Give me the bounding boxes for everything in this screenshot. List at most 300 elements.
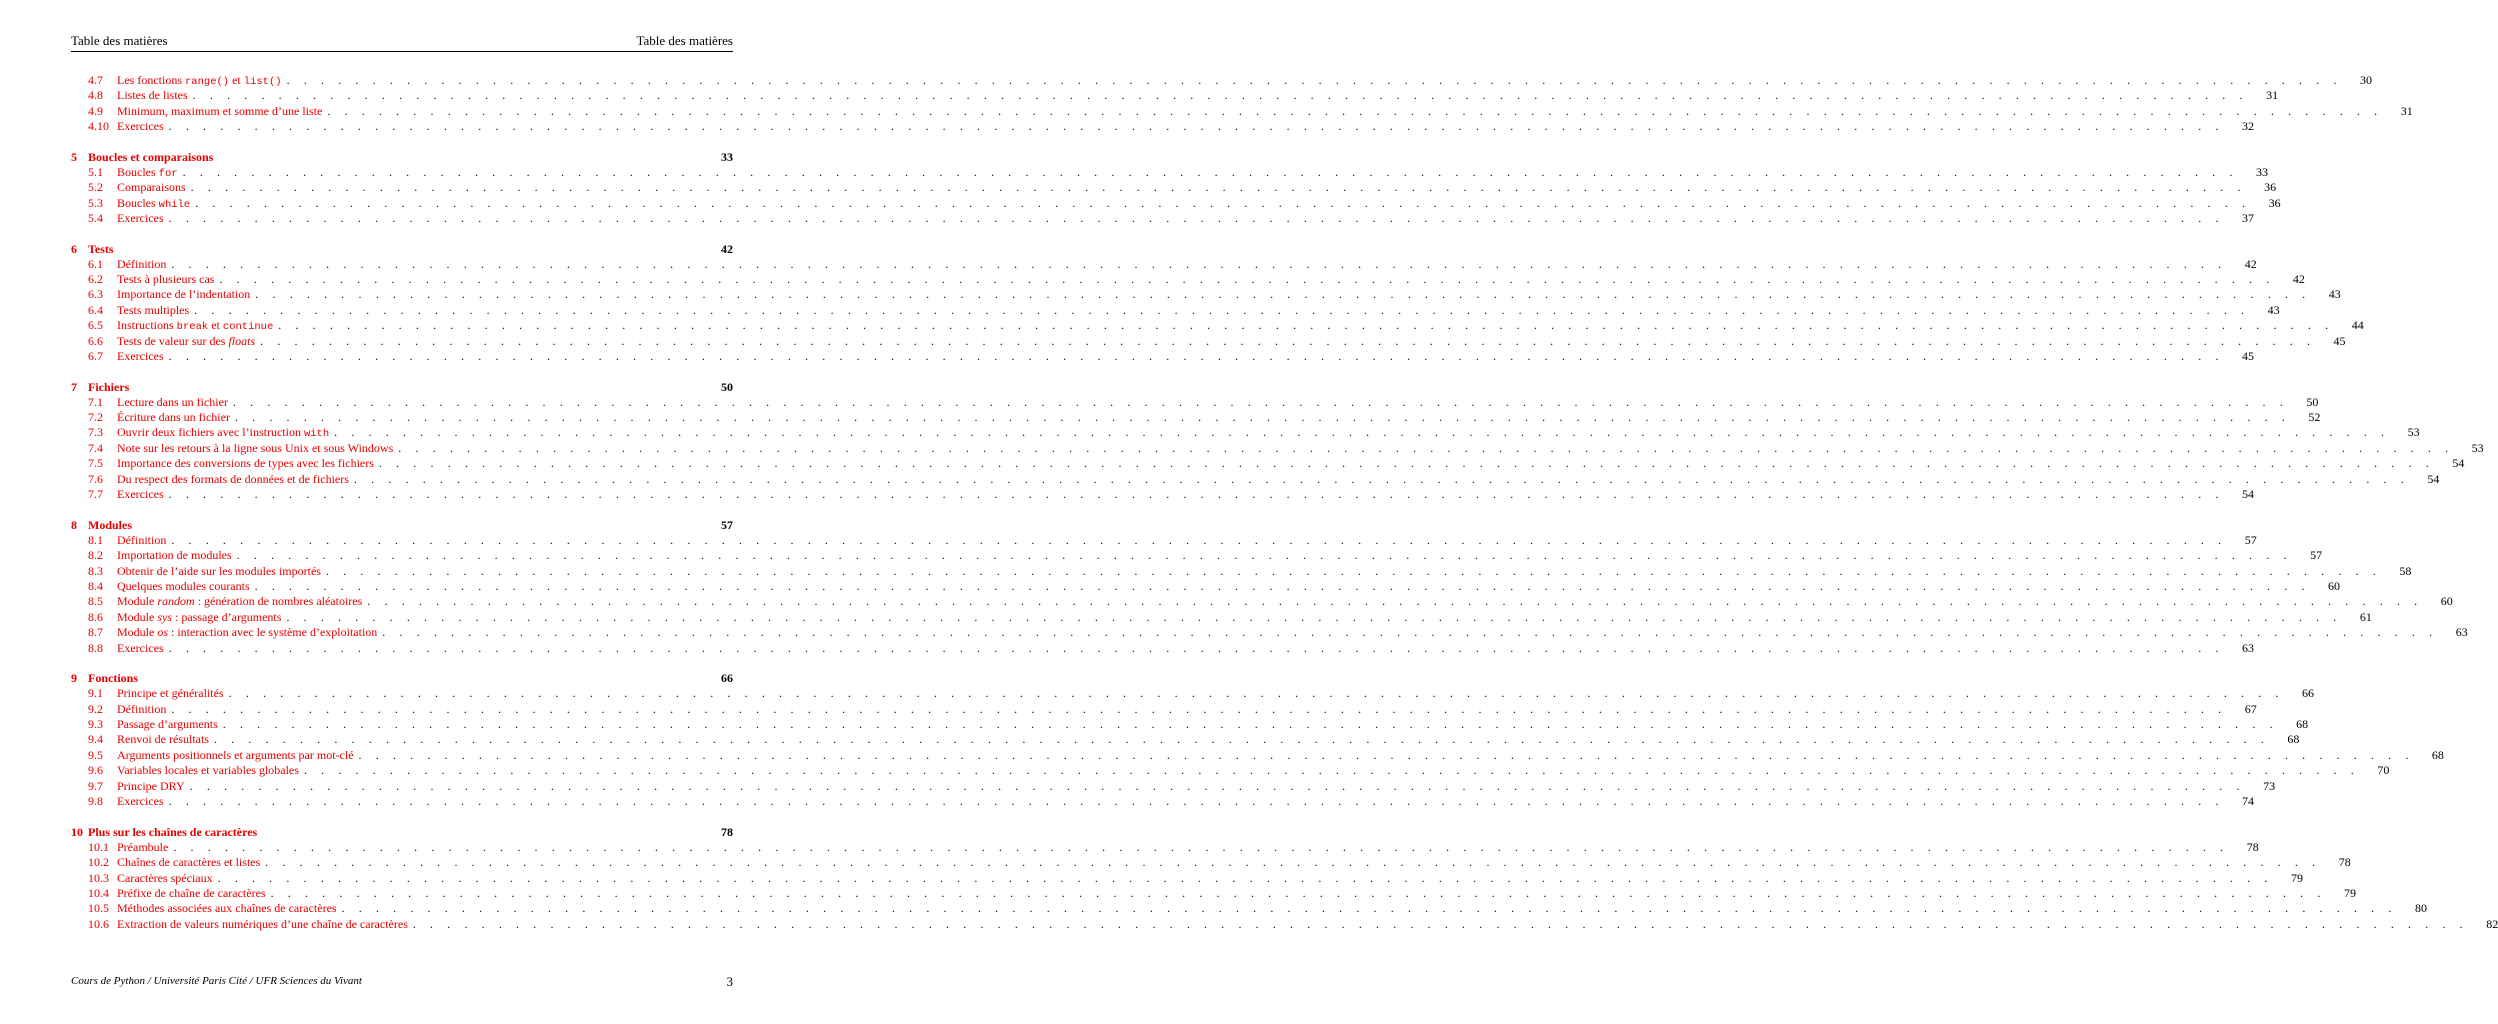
entry-page: 80 xyxy=(2414,901,2427,916)
title-fragment: et xyxy=(208,318,223,333)
entry-page: 45 xyxy=(2242,349,2255,364)
toc-entry[interactable] xyxy=(71,578,2341,594)
toc-entry[interactable] xyxy=(71,701,2257,717)
toc-entry[interactable] xyxy=(71,287,2341,302)
section-title[interactable]: Fichiers xyxy=(88,379,130,394)
entry-title[interactable] xyxy=(117,211,164,226)
toc-entry[interactable] xyxy=(71,625,2468,640)
entry-page: 36 xyxy=(2268,195,2281,210)
entry-title[interactable] xyxy=(117,763,299,778)
toc-entry[interactable] xyxy=(71,211,2255,226)
entry-title[interactable] xyxy=(117,548,232,563)
dot-leaders: . . . . . . . . . . . . . . . . . . . . . . . . . . . . . . . . . . . . . . . . . . . . . . . . . . . . . . . . . . . . . . . . . . . . . . . . . . . . . . . . . . . . . . . . . . . . . . . . . . . . . . . . . . . . . . . . . . . . . . . . xyxy=(378,456,2435,471)
dot-leaders: . . . . . . . . . . . . . . . . . . . . . . . . . . . . . . . . . . . . . . . . . . . . . . . . . . . . . . . . . . . . . . . . . . . . . . . . . . . . . . . . . . . . . . . . . . . . . . . . . . . . . . . . . . . . . . . . . . . . . . . . xyxy=(412,916,2469,931)
entry-title[interactable] xyxy=(117,272,214,287)
toc-entry[interactable] xyxy=(71,594,2453,609)
entry-title[interactable] xyxy=(117,901,337,916)
entry-page: 37 xyxy=(2242,211,2255,226)
section-title[interactable]: Fonctions xyxy=(88,671,139,686)
dot-leaders: . . . . . . . . . . . . . . . . . . . . . . . . . . . . . . . . . . . . . . . . . . . . . . . . . . . . . . . . . . . . . . . . . . . . . . . . . . . . . . . . . . . . . . . . . . . . . . . . . . . . . . . . . . . . . . . . . . . . . . . . xyxy=(260,333,2316,348)
dot-leaders: . . . . . . . . . . . . . . . . . . . . . . . . . . . . . . . . . . . . . . . . . . . . . . . . . . . . . . . . . . . . . . . . . . . . . . . . . . . . . . . . . . . . . . . . . . . . . . . . . . . . . . . . . . . . . . . . . . . . . . . . xyxy=(358,747,2414,762)
section-page: 57 xyxy=(721,517,733,532)
title-fragment: Principe DRY xyxy=(117,778,185,793)
dot-leaders: . . . . . . . . . . . . . . . . . . . . . . . . . . . . . . . . . . . . . . . . . . . . . . . . . . . . . . . . . . . . . . . . . . . . . . . . . . . . . . . . . . . . . . . . . . . . . . . . . . . . . . . . . . . . . . . . . . . . . . . . xyxy=(168,487,2225,502)
entry-number: 7.2 xyxy=(88,410,103,424)
title-fragment: : interaction avec le système d’exploitation xyxy=(168,625,378,640)
entry-title[interactable] xyxy=(117,303,189,318)
dot-leaders: . . . . . . . . . . . . . . . . . . . . . . . . . . . . . . . . . . . . . . . . . . . . . . . . . . . . . . . . . . . . . . . . . . . . . . . . . . . . . . . . . . . . . . . . . . . . . . . . . . . . . . . . . . . . . . . . . . . . . . . . xyxy=(286,609,2342,624)
toc-section[interactable] xyxy=(71,824,733,840)
toc-entry[interactable] xyxy=(71,548,2323,563)
entry-page: 31 xyxy=(2400,103,2413,118)
entry-title[interactable] xyxy=(117,871,213,886)
entry-page: 60 xyxy=(2328,578,2341,593)
entry-title[interactable] xyxy=(117,441,393,456)
entry-number: 10.5 xyxy=(88,901,109,916)
dot-leaders: . . . . . . . . . . . . . . . . . . . . . . . . . . . . . . . . . . . . . . . . . . . . . . . . . . . . . . . . . . . . . . . . . . . . . . . . . . . . . . . . . . . . . . . . . . . . . . . . . . . . . . . . . . . . . . . . . . . . . . . . xyxy=(353,471,2410,486)
title-fragment: Instructions xyxy=(117,318,177,333)
title-fragment: Exercices xyxy=(117,487,164,502)
dot-leaders: . . . . . . . . . . . . . . . . . . . . . . . . . . . . . . . . . . . . . . . . . . . . . . . . . . . . . . . . . . . . . . . . . . . . . . . . . . . . . . . . . . . . . . . . . . . . . . . . . . . . . . . . . . . . . . . . . . . . . . . . xyxy=(217,870,2274,885)
title-fragment: Écriture dans un fichier xyxy=(117,410,230,424)
title-fragment: Module xyxy=(117,609,158,624)
title-fragment: Importance des conversions de types avec les fichiers xyxy=(117,456,374,471)
code-fragment: while xyxy=(158,198,191,211)
entry-title[interactable] xyxy=(117,88,188,103)
title-fragment: Exercices xyxy=(117,794,164,809)
entry-number: 8.3 xyxy=(88,563,103,578)
entry-number: 5.3 xyxy=(88,195,103,210)
title-fragment: Boucles xyxy=(117,195,159,210)
toc-entry[interactable] xyxy=(71,302,2280,318)
toc-entry[interactable] xyxy=(71,901,2427,916)
dot-leaders: . . . . . . . . . . . . . . . . . . . . . . . . . . . . . . . . . . . . . . . . . . . . . . . . . . . . . . . . . . . . . . . . . . . . . . . . . . . . . . . . . . . . . . . . . . . . . . . . . . . . . . . . . . . . . . . . . . . . . . . . xyxy=(255,287,2311,302)
title-fragment: Importance de l’indentation xyxy=(117,287,251,302)
toc-section[interactable] xyxy=(71,670,733,686)
toc-section[interactable] xyxy=(71,379,733,395)
entry-page: 79 xyxy=(2343,885,2356,900)
entry-number: 6.4 xyxy=(88,302,103,317)
entry-page: 30 xyxy=(2360,73,2372,87)
toc-entry[interactable] xyxy=(71,839,2259,855)
dot-leaders: . . . . . . . . . . . . . . . . . . . . . . . . . . . . . . . . . . . . . . . . . . . . . . . . . . . . . . . . . . . . . . . . . . . . . . . . . . . . . . . . . . . . . . . . . . . . . . . . . . . . . . . . . . . . . . . . . . . . . . . . xyxy=(334,425,2390,440)
title-fragment: Exercices xyxy=(117,211,164,226)
title-fragment: : passage d’arguments xyxy=(172,609,282,624)
entry-title[interactable] xyxy=(117,180,186,195)
title-fragment: Renvoi de résultats xyxy=(117,732,209,747)
toc-entry[interactable] xyxy=(71,563,2412,579)
entry-title[interactable] xyxy=(117,686,224,701)
entry-page: 42 xyxy=(2292,271,2305,286)
dot-leaders: . . . . . . . . . . . . . . . . . . . . . . . . . . . . . . . . . . . . . . . . . . . . . . . . . . . . . . . . . . . . . . . . . . . . . . . . . . . . . . . . . . . . . . . . . . . . . . . . . . . . . . . . . . . . . . . . . . . . . . . . xyxy=(382,625,2438,640)
entry-number: 8.8 xyxy=(88,640,103,655)
entry-title[interactable] xyxy=(117,395,228,410)
dot-leaders: . . . . . . . . . . . . . . . . . . . . . . . . . . . . . . . . . . . . . . . . . . . . . . . . . . . . . . . . . . . . . . . . . . . . . . . . . . . . . . . . . . . . . . . . . . . . . . . . . . . . . . . . . . . . . . . . . . . . . . . . xyxy=(232,394,2289,409)
entry-number: 6.1 xyxy=(88,256,103,271)
title-fragment: Méthodes associées aux chaînes de caractères xyxy=(117,901,337,916)
entry-number: 4.10 xyxy=(88,119,109,134)
code-fragment: continue xyxy=(222,321,274,334)
entry-number: 6.2 xyxy=(88,271,103,286)
entry-number: 7.3 xyxy=(88,425,103,440)
entry-number: 8.4 xyxy=(88,578,103,593)
entry-page: 32 xyxy=(2242,119,2255,134)
entry-page: 78 xyxy=(2246,839,2259,854)
dot-leaders: . . . . . . . . . . . . . . . . . . . . . . . . . . . . . . . . . . . . . . . . . . . . . . . . . . . . . . . . . . . . . . . . . . . . . . . . . . . . . . . . . . . . . . . . . . . . . . . . . . . . . . . . . . . . . . . . . . . . . . . . xyxy=(195,195,2251,210)
dot-leaders: . . . . . . . . . . . . . . . . . . . . . . . . . . . . . . . . . . . . . . . . . . . . . . . . . . . . . . . . . . . . . . . . . . . . . . . . . . . . . . . . . . . . . . . . . . . . . . . . . . . . . . . . . . . . . . . . . . . . . . . . xyxy=(194,302,2250,317)
code-fragment: break xyxy=(176,321,209,334)
title-fragment: Caractères spéciaux xyxy=(117,870,213,885)
dot-leaders: . . . . . . . . . . . . . . . . . . . . . . . . . . . . . . . . . . . . . . . . . . . . . . . . . . . . . . . . . . . . . . . . . . . . . . . . . . . . . . . . . . . . . . . . . . . . . . . . . . . . . . . . . . . . . . . . . . . . . . . . xyxy=(171,256,2227,271)
entry-number: 8.7 xyxy=(88,625,103,640)
title-fragment: Obtenir de l’aide sur les modules importés xyxy=(117,563,321,578)
section-block xyxy=(71,241,2364,365)
entry-page: 52 xyxy=(2308,410,2321,424)
entry-number: 10.4 xyxy=(88,885,109,900)
entry-title[interactable] xyxy=(117,717,218,732)
italic-fragment: random xyxy=(157,594,195,609)
dot-leaders: . . . . . . . . . . . . . . . . . . . . . . . . . . . . . . . . . . . . . . . . . . . . . . . . . . . . . . . . . . . . . . . . . . . . . . . . . . . . . . . . . . . . . . . . . . . . . . . . . . . . . . . . . . . . . . . . . . . . . . . . xyxy=(327,103,2383,118)
page-number: 3 xyxy=(726,974,733,989)
entry-title[interactable] xyxy=(117,840,168,855)
title-fragment: Exercices xyxy=(117,349,164,364)
toc-entry[interactable] xyxy=(71,885,2356,901)
dot-leaders: . . . . . . . . . . . . . . . . . . . . . . . . . . . . . . . . . . . . . . . . . . . . . . . . . . . . . . . . . . . . . . . . . . . . . . . . . . . . . . . . . . . . . . . . . . . . . . . . . . . . . . . . . . . . . . . . . . . . . . . . xyxy=(192,88,2249,103)
title-fragment: Chaînes de caractères et listes xyxy=(117,855,261,870)
section-number: 10 xyxy=(71,824,83,839)
entry-number: 6.3 xyxy=(88,287,103,302)
dot-leaders: . . . . . . . . . . . . . . . . . . . . . . . . . . . . . . . . . . . . . . . . . . . . . . . . . . . . . . . . . . . . . . . . . . . . . . . . . . . . . . . . . . . . . . . . . . . . . . . . . . . . . . . . . . . . . . . . . . . . . . . . xyxy=(168,640,2225,655)
title-fragment: Exercices xyxy=(117,119,164,134)
title-fragment: Définition xyxy=(117,532,167,547)
entry-page: 54 xyxy=(2427,471,2440,486)
entry-number: 10.2 xyxy=(88,855,109,870)
entry-title[interactable] xyxy=(117,564,321,579)
entry-number: 9.8 xyxy=(88,794,103,809)
entry-title[interactable] xyxy=(117,641,164,656)
toc-entry[interactable] xyxy=(71,333,2346,349)
entry-number: 9.1 xyxy=(88,686,103,701)
entry-page: 54 xyxy=(2242,487,2255,502)
title-fragment: Ouvrir deux fichiers avec l’instruction xyxy=(117,425,304,440)
toc-entry[interactable] xyxy=(71,318,2364,334)
entry-page: 60 xyxy=(2440,594,2453,609)
entry-number: 7.5 xyxy=(88,456,103,471)
dot-leaders: . . . . . . . . . . . . . . . . . . . . . . . . . . . . . . . . . . . . . . . . . . . . . . . . . . . . . . . . . . . . . . . . . . . . . . . . . . . . . . . . . . . . . . . . . . . . . . . . . . . . . . . . . . . . . . . . . . . . . . . . xyxy=(325,563,2382,578)
entry-page: 53 xyxy=(2471,440,2484,455)
toc-entry[interactable] xyxy=(71,778,2276,794)
section-block-4-continued xyxy=(71,73,2413,135)
entry-page: 57 xyxy=(2310,548,2323,563)
entry-page: 42 xyxy=(2244,256,2257,271)
title-fragment: Préfixe de chaîne de caractères xyxy=(117,885,266,900)
entry-number: 6.5 xyxy=(88,318,103,333)
entry-number: 5.1 xyxy=(88,164,103,179)
toc-entry[interactable] xyxy=(71,88,2279,103)
entry-title[interactable] xyxy=(117,794,164,809)
entry-page: 66 xyxy=(2302,686,2315,701)
entry-title[interactable] xyxy=(117,732,209,747)
title-fragment: Tests de valeur sur des xyxy=(117,333,229,348)
section-number: 7 xyxy=(71,379,77,394)
entry-page: 70 xyxy=(2377,763,2390,778)
toc-entry[interactable] xyxy=(71,686,2315,701)
title-fragment: Arguments positionnels et arguments par mot-clé xyxy=(117,747,354,762)
toc-entry[interactable] xyxy=(71,119,2255,134)
section-number: 8 xyxy=(71,517,77,532)
entry-page: 74 xyxy=(2242,794,2255,809)
toc-entry[interactable] xyxy=(71,410,2321,425)
title-fragment: Note sur les retours à la ligne sous Unix et sous Windows xyxy=(117,440,394,455)
code-fragment: for xyxy=(158,167,178,180)
entry-number: 9.6 xyxy=(88,763,103,778)
dot-leaders: . . . . . . . . . . . . . . . . . . . . . . . . . . . . . . . . . . . . . . . . . . . . . . . . . . . . . . . . . . . . . . . . . . . . . . . . . . . . . . . . . . . . . . . . . . . . . . . . . . . . . . . . . . . . . . . . . . . . . . . . xyxy=(367,594,2423,609)
toc-entry[interactable] xyxy=(71,195,2281,211)
entry-title[interactable] xyxy=(117,533,166,548)
entry-title[interactable] xyxy=(117,886,266,901)
table-of-contents xyxy=(71,73,2498,932)
toc-entry[interactable] xyxy=(71,763,2390,778)
section-page: 78 xyxy=(721,824,733,839)
italic-fragment: os xyxy=(157,625,169,640)
entry-page: 33 xyxy=(2255,164,2268,179)
title-fragment: Module xyxy=(117,625,158,640)
dot-leaders: . . . . . . . . . . . . . . . . . . . . . . . . . . . . . . . . . . . . . . . . . . . . . . . . . . . . . . . . . . . . . . . . . . . . . . . . . . . . . . . . . . . . . . . . . . . . . . . . . . . . . . . . . . . . . . . . . . . . . . . . xyxy=(189,778,2246,793)
title-fragment: Variables locales et variables globales xyxy=(117,763,299,778)
title-fragment: Comparaisons xyxy=(117,180,186,195)
title-fragment: Définition xyxy=(117,701,167,716)
toc-section[interactable] xyxy=(71,517,733,533)
entry-number: 4.7 xyxy=(88,73,103,87)
toc-entry[interactable] xyxy=(71,487,2255,502)
entry-title[interactable] xyxy=(117,748,354,763)
toc-entry[interactable] xyxy=(71,471,2440,487)
title-fragment: Quelques modules courants xyxy=(117,578,250,593)
entry-title[interactable] xyxy=(117,287,250,302)
dot-leaders: . . . . . . . . . . . . . . . . . . . . . . . . . . . . . . . . . . . . . . . . . . . . . . . . . . . . . . . . . . . . . . . . . . . . . . . . . . . . . . . . . . . . . . . . . . . . . . . . . . . . . . . . . . . . . . . . . . . . . . . . xyxy=(173,839,2229,854)
title-fragment: Tests à plusieurs cas xyxy=(117,271,215,286)
entry-number: 10.1 xyxy=(88,839,109,854)
title-fragment: Boucles xyxy=(117,164,159,179)
entry-title[interactable] xyxy=(117,594,362,609)
entry-title[interactable] xyxy=(117,917,408,932)
entry-number: 5.4 xyxy=(88,211,103,226)
title-fragment: Tests multiples xyxy=(117,302,190,317)
toc-section[interactable] xyxy=(71,149,733,165)
entry-page: 44 xyxy=(2351,318,2364,333)
section-block xyxy=(71,670,2444,810)
entry-number: 8.1 xyxy=(88,532,103,547)
title-fragment: Passage d’arguments xyxy=(117,717,218,731)
code-fragment: with xyxy=(303,428,330,441)
section-title[interactable]: Plus sur les chaînes de caractères xyxy=(88,824,258,839)
title-fragment: Importation de modules xyxy=(117,548,232,563)
toc-entry[interactable] xyxy=(71,855,2351,870)
entry-number: 8.5 xyxy=(88,594,103,609)
entry-page: 45 xyxy=(2333,333,2346,348)
title-fragment: Définition xyxy=(117,256,167,271)
entry-page: 63 xyxy=(2455,625,2468,640)
entry-title[interactable] xyxy=(117,456,374,471)
entry-number: 4.9 xyxy=(88,103,103,118)
entry-number: 10.3 xyxy=(88,870,109,885)
entry-title[interactable] xyxy=(117,779,185,794)
entry-title[interactable] xyxy=(117,472,349,487)
entry-title[interactable] xyxy=(117,702,166,717)
entry-page: 54 xyxy=(2452,456,2465,471)
code-fragment: range() xyxy=(185,76,230,88)
entry-number: 9.4 xyxy=(88,732,103,747)
dot-leaders: . . . . . . . . . . . . . . . . . . . . . . . . . . . . . . . . . . . . . . . . . . . . . . . . . . . . . . . . . . . . . . . . . . . . . . . . . . . . . . . . . . . . . . . . . . . . . . . . . . . . . . . . . . . . . . . . . . . . . . . . xyxy=(265,855,2321,870)
dot-leaders: . . . . . . . . . . . . . . . . . . . . . . . . . . . . . . . . . . . . . . . . . . . . . . . . . . . . . . . . . . . . . . . . . . . . . . . . . . . . . . . . . . . . . . . . . . . . . . . . . . . . . . . . . . . . . . . . . . . . . . . . xyxy=(270,885,2326,900)
title-fragment: Exercices xyxy=(117,640,164,655)
title-fragment: Listes de listes xyxy=(117,88,188,103)
toc-entry[interactable] xyxy=(71,916,2498,932)
entry-number: 7.4 xyxy=(88,440,103,455)
toc-entry[interactable] xyxy=(71,164,2268,180)
section-number: 5 xyxy=(71,149,77,164)
toc-entry[interactable] xyxy=(71,103,2413,119)
entry-page: 82 xyxy=(2486,916,2498,931)
entry-page: 43 xyxy=(2328,287,2341,302)
entry-number: 7.7 xyxy=(88,487,103,502)
entry-title[interactable] xyxy=(117,855,260,870)
entry-page: 58 xyxy=(2399,563,2412,578)
entry-page: 53 xyxy=(2407,425,2420,440)
toc-entry[interactable] xyxy=(71,256,2257,272)
italic-fragment: floats xyxy=(228,333,256,348)
dot-leaders: . . . . . . . . . . . . . . . . . . . . . . . . . . . . . . . . . . . . . . . . . . . . . . . . . . . . . . . . . . . . . . . . . . . . . . . . . . . . . . . . . . . . . . . . . . . . . . . . . . . . . . . . . . . . . . . . . . . . . . . . xyxy=(236,548,2293,563)
title-fragment: Module xyxy=(117,594,158,609)
toc-section[interactable] xyxy=(71,241,733,257)
toc-entry[interactable] xyxy=(71,180,2277,195)
code-fragment: list() xyxy=(243,76,282,88)
entry-title[interactable] xyxy=(117,119,164,134)
toc-entry[interactable] xyxy=(71,73,2372,88)
dot-leaders: . . . . . . . . . . . . . . . . . . . . . . . . . . . . . . . . . . . . . . . . . . . . . . . . . . . . . . . . . . . . . . . . . . . . . . . . . . . . . . . . . . . . . . . . . . . . . . . . . . . . . . . . . . . . . . . . . . . . . . . . xyxy=(254,578,2311,593)
entry-page: 43 xyxy=(2267,302,2280,317)
entry-number: 7.6 xyxy=(88,471,103,486)
dot-leaders: . . . . . . . . . . . . . . . . . . . . . . . . . . . . . . . . . . . . . . . . . . . . . . . . . . . . . . . . . . . . . . . . . . . . . . . . . . . . . . . . . . . . . . . . . . . . . . . . . . . . . . . . . . . . . . . . . . . . . . . . xyxy=(168,349,2225,364)
toc-entry[interactable] xyxy=(71,732,2300,747)
dot-leaders: . . . . . . . . . . . . . . . . . . . . . . . . . . . . . . . . . . . . . . . . . . . . . . . . . . . . . . . . . . . . . . . . . . . . . . . . . . . . . . . . . . . . . . . . . . . . . . . . . . . . . . . . . . . . . . . . . . . . . . . . xyxy=(171,701,2227,716)
dot-leaders: . . . . . . . . . . . . . . . . . . . . . . . . . . . . . . . . . . . . . . . . . . . . . . . . . . . . . . . . . . . . . . . . . . . . . . . . . . . . . . . . . . . . . . . . . . . . . . . . . . . . . . . . . . . . . . . . . . . . . . . . xyxy=(341,901,2397,916)
entry-page: 61 xyxy=(2359,609,2372,624)
title-fragment: Préambule xyxy=(117,839,169,854)
entry-title[interactable] xyxy=(117,610,281,625)
section-page: 50 xyxy=(721,379,733,394)
title-fragment: Les fonctions xyxy=(117,73,185,87)
entry-page: 79 xyxy=(2291,870,2304,885)
entry-number: 6.7 xyxy=(88,349,103,364)
dot-leaders: . . . . . . . . . . . . . . . . . . . . . . . . . . . . . . . . . . . . . . . . . . . . . . . . . . . . . . . . . . . . . . . . . . . . . . . . . . . . . . . . . . . . . . . . . . . . . . . . . . . . . . . . . . . . . . . . . . . . . . . . xyxy=(303,763,2360,778)
section-block xyxy=(71,824,2498,933)
section-page: 66 xyxy=(721,671,733,686)
title-fragment: Minimum, maximum et somme d’une liste xyxy=(117,103,323,118)
entry-number: 8.2 xyxy=(88,548,103,563)
dot-leaders: . . . . . . . . . . . . . . . . . . . . . . . . . . . . . . . . . . . . . . . . . . . . . . . . . . . . . . . . . . . . . . . . . . . . . . . . . . . . . . . . . . . . . . . . . . . . . . . . . . . . . . . . . . . . . . . . . . . . . . . . xyxy=(168,211,2225,226)
toc-entry[interactable] xyxy=(71,794,2255,809)
toc-entry[interactable] xyxy=(71,870,2304,886)
header-left: Table des matières xyxy=(71,33,168,48)
toc-entry[interactable] xyxy=(71,717,2309,732)
toc-entry[interactable] xyxy=(71,394,2319,410)
toc-entry[interactable] xyxy=(71,640,2255,656)
section-title[interactable]: Modules xyxy=(88,517,133,532)
toc-entry[interactable] xyxy=(71,440,2484,456)
entry-page: 68 xyxy=(2287,732,2300,747)
title-fragment: Du respect des formats de données et de fichiers xyxy=(117,471,349,486)
section-page: 42 xyxy=(721,241,733,256)
toc-entry[interactable] xyxy=(71,609,2372,625)
entry-title[interactable] xyxy=(117,349,164,364)
entry-page: 31 xyxy=(2266,88,2279,103)
entry-number: 9.2 xyxy=(88,701,103,716)
toc-entry[interactable] xyxy=(71,425,2420,441)
entry-title[interactable] xyxy=(117,104,322,119)
dot-leaders: . . . . . . . . . . . . . . . . . . . . . . . . . . . . . . . . . . . . . . . . . . . . . . . . . . . . . . . . . . . . . . . . . . . . . . . . . . . . . . . . . . . . . . . . . . . . . . . . . . . . . . . . . . . . . . . . . . . . . . . . xyxy=(286,73,2342,87)
dot-leaders: . . . . . . . . . . . . . . . . . . . . . . . . . . . . . . . . . . . . . . . . . . . . . . . . . . . . . . . . . . . . . . . . . . . . . . . . . . . . . . . . . . . . . . . . . . . . . . . . . . . . . . . . . . . . . . . . . . . . . . . . xyxy=(222,717,2279,731)
entry-title[interactable] xyxy=(117,487,164,502)
entry-page: 63 xyxy=(2242,640,2255,655)
running-header xyxy=(71,33,733,52)
section-block xyxy=(71,379,2484,503)
section-page: 33 xyxy=(721,149,733,164)
entry-title[interactable] xyxy=(117,625,377,640)
entry-title[interactable] xyxy=(117,410,230,425)
dot-leaders: . . . . . . . . . . . . . . . . . . . . . . . . . . . . . . . . . . . . . . . . . . . . . . . . . . . . . . . . . . . . . . . . . . . . . . . . . . . . . . . . . . . . . . . . . . . . . . . . . . . . . . . . . . . . . . . . . . . . . . . . xyxy=(398,440,2454,455)
toc-entry[interactable] xyxy=(71,271,2305,287)
entry-number: 9.3 xyxy=(88,717,103,731)
toc-entry[interactable] xyxy=(71,532,2257,548)
title-fragment: Principe et généralités xyxy=(117,686,224,701)
footer-text: Cours de Python / Université Paris Cité / UFR Sciences du Vivant xyxy=(71,975,362,987)
title-fragment: Extraction de valeurs numériques d’une chaîne de caractères xyxy=(117,916,408,931)
section-title[interactable]: Tests xyxy=(88,241,114,256)
title-fragment: Lecture dans un fichier xyxy=(117,394,228,409)
entry-page: 68 xyxy=(2296,717,2309,731)
entry-number: 8.6 xyxy=(88,609,103,624)
dot-leaders: . . . . . . . . . . . . . . . . . . . . . . . . . . . . . . . . . . . . . . . . . . . . . . . . . . . . . . . . . . . . . . . . . . . . . . . . . . . . . . . . . . . . . . . . . . . . . . . . . . . . . . . . . . . . . . . . . . . . . . . . xyxy=(190,180,2247,195)
dot-leaders: . . . . . . . . . . . . . . . . . . . . . . . . . . . . . . . . . . . . . . . . . . . . . . . . . . . . . . . . . . . . . . . . . . . . . . . . . . . . . . . . . . . . . . . . . . . . . . . . . . . . . . . . . . . . . . . . . . . . . . . . xyxy=(171,532,2227,547)
entry-number: 7.1 xyxy=(88,394,103,409)
section-number: 9 xyxy=(71,671,77,686)
header-right: Table des matières xyxy=(636,33,733,48)
entry-title[interactable] xyxy=(117,334,255,349)
dot-leaders: . . . . . . . . . . . . . . . . . . . . . . . . . . . . . . . . . . . . . . . . . . . . . . . . . . . . . . . . . . . . . . . . . . . . . . . . . . . . . . . . . . . . . . . . . . . . . . . . . . . . . . . . . . . . . . . . . . . . . . . . xyxy=(168,794,2225,809)
dot-leaders: . . . . . . . . . . . . . . . . . . . . . . . . . . . . . . . . . . . . . . . . . . . . . . . . . . . . . . . . . . . . . . . . . . . . . . . . . . . . . . . . . . . . . . . . . . . . . . . . . . . . . . . . . . . . . . . . . . . . . . . . xyxy=(278,318,2334,333)
toc-entry[interactable] xyxy=(71,456,2465,471)
entry-number: 4.8 xyxy=(88,88,103,103)
entry-title[interactable] xyxy=(117,257,166,272)
title-fragment: et xyxy=(229,73,244,87)
dot-leaders: . . . . . . . . . . . . . . . . . . . . . . . . . . . . . . . . . . . . . . . . . . . . . . . . . . . . . . . . . . . . . . . . . . . . . . . . . . . . . . . . . . . . . . . . . . . . . . . . . . . . . . . . . . . . . . . . . . . . . . . . xyxy=(219,271,2275,286)
dot-leaders: . . . . . . . . . . . . . . . . . . . . . . . . . . . . . . . . . . . . . . . . . . . . . . . . . . . . . . . . . . . . . . . . . . . . . . . . . . . . . . . . . . . . . . . . . . . . . . . . . . . . . . . . . . . . . . . . . . . . . . . . xyxy=(182,164,2238,179)
entry-page: 73 xyxy=(2263,778,2276,793)
dot-leaders: . . . . . . . . . . . . . . . . . . . . . . . . . . . . . . . . . . . . . . . . . . . . . . . . . . . . . . . . . . . . . . . . . . . . . . . . . . . . . . . . . . . . . . . . . . . . . . . . . . . . . . . . . . . . . . . . . . . . . . . . xyxy=(168,119,2225,134)
dot-leaders: . . . . . . . . . . . . . . . . . . . . . . . . . . . . . . . . . . . . . . . . . . . . . . . . . . . . . . . . . . . . . . . . . . . . . . . . . . . . . . . . . . . . . . . . . . . . . . . . . . . . . . . . . . . . . . . . . . . . . . . . xyxy=(213,732,2270,747)
entry-title[interactable] xyxy=(117,579,250,594)
section-title[interactable]: Boucles et comparaisons xyxy=(88,149,214,164)
entry-number: 9.7 xyxy=(88,778,103,793)
italic-fragment: sys xyxy=(157,609,173,624)
entry-page: 68 xyxy=(2431,747,2444,762)
toc-entry[interactable] xyxy=(71,349,2255,364)
entry-page: 36 xyxy=(2264,180,2277,195)
entry-number: 6.6 xyxy=(88,333,103,348)
section-block xyxy=(71,149,2281,227)
toc-entry[interactable] xyxy=(71,747,2444,763)
